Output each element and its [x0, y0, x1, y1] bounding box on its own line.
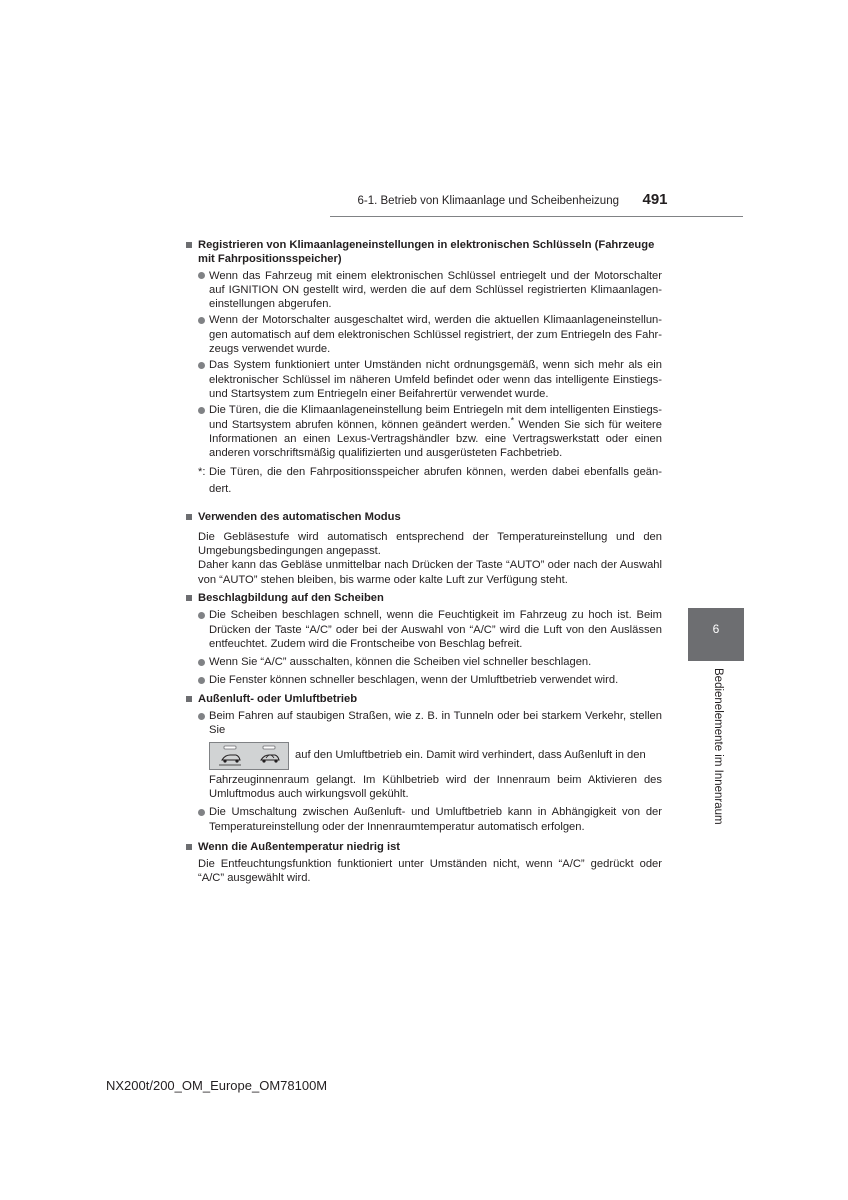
- page-content: [186, 238, 662, 886]
- list-item-text-part: Fahrzeuginnenraum gelangt. Im Kühlbetrieb wird der Innenraum beim Aktivieren des Umluftmodus auch wirkungsvoll gekühlt.: [209, 773, 662, 800]
- list-item: [198, 673, 662, 687]
- section-low-outside-temp: [186, 840, 662, 886]
- paragraph: Die Gebläsestufe wird automatisch entsprechend der Temperatureinstellung und den Umgebungsbedingungen angepasst.: [198, 530, 662, 558]
- square-bullet-icon: [186, 242, 192, 248]
- list-item: [198, 403, 662, 460]
- section-heading: [186, 510, 662, 524]
- round-bullet-icon: [198, 407, 205, 414]
- list-item-text: Die Fenster können schneller beschlagen, wenn der Umluftbetrieb verwendet wird.: [209, 674, 619, 687]
- section-heading-text: Außenluft- oder Umluftbetrieb: [198, 692, 358, 705]
- list-item: [198, 269, 662, 312]
- round-bullet-icon: [198, 713, 205, 720]
- square-bullet-icon: [186, 595, 192, 601]
- list-item: [198, 805, 662, 834]
- list-item: [198, 358, 662, 401]
- list-item-text-part: Wenden Sie sich für weitere Informationen an einen Lexus-Vertragshändler bzw. eine Vertragswerkstatt oder einen anderen vorschriftsmäßig qualifizierten und ausgerüsteten Fachbetrieb.: [209, 418, 662, 460]
- footer-code: NX200t/200_OM_Europe_OM78100M: [106, 1078, 328, 1093]
- list-item-text: [209, 403, 662, 460]
- section-auto-mode: [186, 510, 662, 586]
- list-item-text: Die Umschaltung zwischen Außenluft- und Umluftbetrieb kann in Abhängigkeit von der Temperatureinstellung oder der Innenraumtemperatur automatisch erfolgen.: [209, 806, 662, 833]
- square-bullet-icon: [186, 696, 192, 702]
- list-item-text-part: Beim Fahren auf staubigen Straßen, wie z. B. in Tunneln oder bei starkem Verkehr, stellen Sie: [209, 710, 662, 737]
- square-bullet-icon: [186, 844, 192, 850]
- round-bullet-icon: [198, 659, 205, 666]
- header-rule: [330, 216, 743, 217]
- section-heading-text: Beschlagbildung auf den Scheiben: [198, 591, 384, 604]
- page-number: 491: [642, 191, 668, 208]
- section-fogging: [186, 591, 662, 688]
- section-heading: [186, 840, 662, 854]
- section-registration: [186, 238, 662, 498]
- chapter-label: Bedienelemente im Innenraum: [712, 668, 724, 825]
- list-item-text: Wenn Sie “A/C” ausschalten, können die Scheiben viel schneller beschlagen.: [209, 656, 592, 669]
- round-bullet-icon: [198, 677, 205, 684]
- square-bullet-icon: [186, 514, 192, 520]
- section-heading: [186, 238, 662, 267]
- round-bullet-icon: [198, 317, 205, 324]
- section-heading: [186, 591, 662, 605]
- air-intake-mode-button-icon: [209, 742, 289, 770]
- inline-button-row: [209, 742, 662, 770]
- list-item: [198, 655, 662, 669]
- list-item-text-part: auf den Umluftbetrieb ein. Damit wird verhindert, dass Außenluft in den: [295, 749, 646, 762]
- footnote-text: Die Türen, die den Fahrpositionsspeicher abrufen können, werden dabei ebenfalls geändert.: [209, 466, 662, 496]
- round-bullet-icon: [198, 809, 205, 816]
- round-bullet-icon: [198, 362, 205, 369]
- header-title: 6-1. Betrieb von Klimaanlage und Scheibenheizung: [357, 195, 619, 207]
- list-item-text: [209, 709, 662, 801]
- list-item-text: Wenn das Fahrzeug mit einem elektronischen Schlüssel entriegelt und der Motorschalter auf IGNITION ON gestellt wird, werden die auf dem Schlüssel registrierten Klimaanlageneinstellungen abgerufen.: [209, 269, 662, 311]
- list-item-text: Wenn der Motorschalter ausgeschaltet wird, werden die aktuellen Klimaanlageneinstellungen automatisch auf dem elektronischen Schlüssel registriert, der zum Entriegeln des Fahrzeugs verwendet wurde.: [209, 314, 662, 356]
- paragraph: Die Entfeuchtungsfunktion funktioniert unter Umständen nicht, wenn “A/C” gedrückt oder “A/C” ausgewählt wird.: [198, 858, 662, 885]
- footnote-reference: *: [510, 414, 515, 425]
- paragraph: Daher kann das Gebläse unmittelbar nach Drücken der Taste “AUTO” oder nach der Auswahl von “AUTO” stehen bleiben, bis warme oder kalte Luft zur Verfügung steht.: [198, 559, 662, 586]
- section-heading-text: Registrieren von Klimaanlageneinstellungen in elektronischen Schlüsseln (Fahrzeuge mit Fahrpositionsspeicher): [198, 239, 655, 266]
- section-heading: [186, 692, 662, 706]
- round-bullet-icon: [198, 272, 205, 279]
- list-item-text-part: Die Türen, die die Klimaanlageneinstellung beim Entriegeln mit dem intelligenten Einstiegs- und Startsystem abrufen können, können geändert werden.: [209, 404, 662, 431]
- chapter-tab[interactable]: [688, 608, 744, 661]
- list-item: [198, 608, 662, 651]
- list-item: [198, 313, 662, 356]
- section-heading-text: Verwenden des automatischen Modus: [198, 511, 401, 524]
- list-item-text: Die Scheiben beschlagen schnell, wenn die Feuchtigkeit im Fahrzeug zu hoch ist. Beim Drücken der Taste “A/C” oder bei der Auswahl von “A/C” wird die Luft von den Auslässen entfeuchtet. Zudem wird die Frontscheibe von Beschlag befreit.: [209, 609, 662, 650]
- list-item: [198, 709, 662, 801]
- section-air-intake: [186, 692, 662, 834]
- air-intake-mode-graphic: [210, 743, 290, 771]
- chapter-number: 6: [712, 622, 720, 636]
- section-heading-text: Wenn die Außentemperatur niedrig ist: [198, 840, 401, 853]
- footnote-mark: *:: [198, 466, 206, 479]
- round-bullet-icon: [198, 612, 205, 619]
- list-item-text: Das System funktioniert unter Umständen nicht ordnungsgemäß, wenn sich mehr als ein elektronischer Schlüssel im näheren Umfeld befindet oder wenn das intelligente Einstiegs- und Startsystem zum Entriegeln einer Beifahrertür verwendet wurde.: [209, 359, 662, 400]
- footnote: [198, 464, 662, 498]
